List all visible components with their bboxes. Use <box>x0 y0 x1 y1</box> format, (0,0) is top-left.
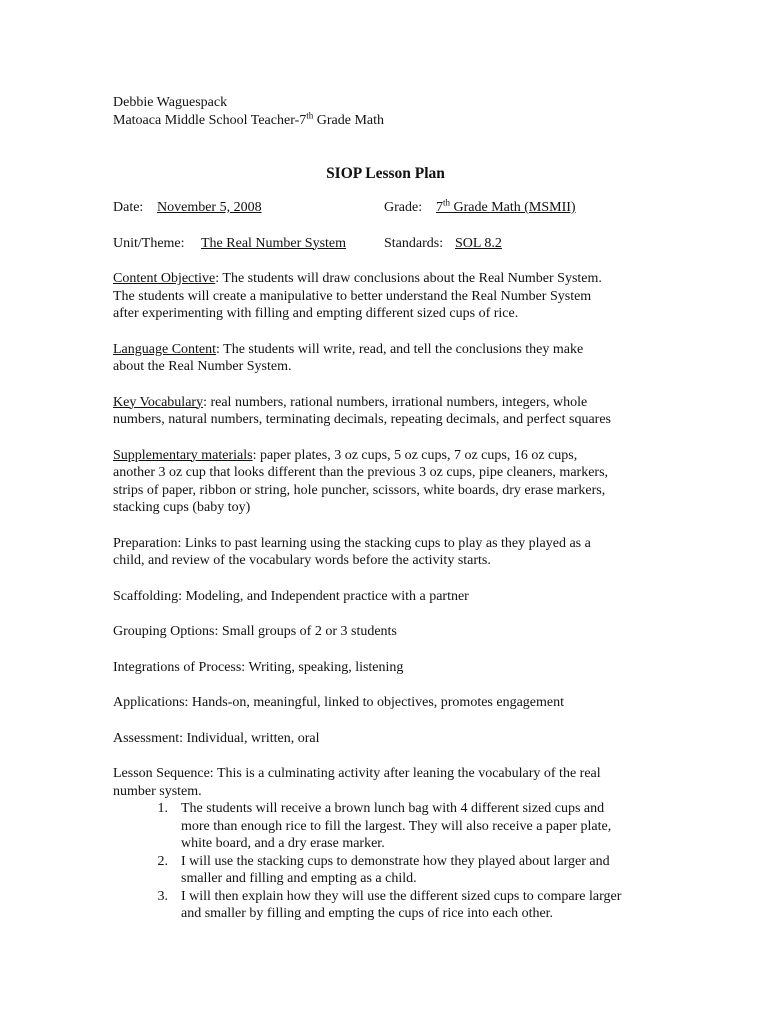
grade-value <box>436 199 576 217</box>
lesson-sequence-line-2: number system. <box>113 783 202 799</box>
content-objective-line-1 <box>113 270 658 288</box>
language-content-line-2: about the Real Number System. <box>113 359 292 374</box>
step-text <box>181 853 658 888</box>
step-2-line-2: smaller and filling and empting as a child. <box>181 871 417 886</box>
step-1-line-1: The students will receive a brown lunch bag with 4 different sized cups and <box>181 801 605 816</box>
lesson-plan-document <box>113 94 658 923</box>
grade-label: Grade: <box>384 200 423 215</box>
step-text <box>181 800 658 853</box>
lesson-sequence <box>113 765 658 923</box>
school-suffix: Grade Math <box>313 112 385 128</box>
content-objective-line-2: The students will create a manipulative to better understand the Real Number System <box>113 288 592 304</box>
key-vocabulary-line-2: numbers, natural numbers, terminating decimals, repeating decimals, and perfect squares <box>113 412 611 427</box>
supplementary-line-4: stacking cups (baby toy) <box>113 500 251 515</box>
school-prefix: Matoaca Middle School Teacher-7 <box>113 112 307 128</box>
scaffolding: Scaffolding: Modeling, and Independent practice with a partner <box>113 588 469 604</box>
author-name: Debbie Waguespack <box>113 95 228 110</box>
step-number: 1. <box>157 801 168 816</box>
list-item <box>113 888 658 923</box>
school-line <box>113 109 658 130</box>
school-sup: th <box>306 109 314 120</box>
supplementary-line-3: strips of paper, ribbon or string, hole puncher, scissors, white boards, dry erase markers, <box>113 482 606 498</box>
step-2-line-1: I will use the stacking cups to demonstrate how they played about larger and <box>181 853 610 869</box>
step-3-line-1: I will then explain how they will use the different sized cups to compare larger <box>181 888 622 904</box>
language-content-text-1: : The students will write, read, and tell the conclusions they make <box>216 341 584 357</box>
supplementary-materials <box>113 447 658 517</box>
supplementary-line-2: another 3 oz cup that looks different than the previous 3 oz cups, pipe cleaners, markers, <box>113 465 609 480</box>
step-text <box>181 888 658 923</box>
key-vocabulary-text-1: : real numbers, rational numbers, irrational numbers, integers, whole <box>203 394 588 410</box>
key-vocabulary-label: Key Vocabulary <box>113 394 204 410</box>
grade-prefix: 7 <box>436 200 443 215</box>
key-vocabulary-line-1 <box>113 394 658 412</box>
document-title: SIOP Lesson Plan <box>326 165 445 182</box>
content-objective <box>113 270 658 323</box>
lesson-steps-list <box>113 800 658 923</box>
content-objective-label: Content Objective <box>113 271 216 286</box>
content-objective-text-1: : The students will draw conclusions about the Real Number System. <box>215 271 602 286</box>
applications: Applications: Hands-on, meaningful, linked to objectives, promotes engagement <box>113 695 565 710</box>
list-item <box>113 853 658 888</box>
date-label: Date: <box>113 200 144 215</box>
unit-value-wrap <box>201 235 384 253</box>
content-objective-line-3: after experimenting with filling and empting different sized cups of rice. <box>113 306 519 321</box>
standards-value: SOL 8.2 <box>455 235 502 251</box>
supplementary-label: Supplementary materials <box>113 447 253 463</box>
language-content-label: Language Content <box>113 341 217 357</box>
unit-standards-row <box>113 235 658 253</box>
step-1-line-3: white board, and a dry erase marker. <box>181 836 385 851</box>
supplementary-line-1 <box>113 447 658 465</box>
language-content <box>113 341 658 376</box>
preparation-line-2: child, and review of the vocabulary words before the activity starts. <box>113 553 491 568</box>
integrations-of-process: Integrations of Process: Writing, speaking, listening <box>113 659 404 675</box>
step-3-line-2: and smaller by filling and empting the cups of rice into each other. <box>181 906 554 921</box>
lesson-sequence-line-1: Lesson Sequence: This is a culminating activity after leaning the vocabulary of the real <box>113 766 601 781</box>
language-content-line-1 <box>113 341 658 359</box>
list-item <box>113 800 658 853</box>
preparation-line-1: Preparation: Links to past learning using the stacking cups to play as they played as a <box>113 535 591 551</box>
supplementary-text-1: : paper plates, 3 oz cups, 5 oz cups, 7 oz cups, 16 oz cups, <box>252 447 578 463</box>
assessment: Assessment: Individual, written, oral <box>113 730 320 746</box>
date-value: November 5, 2008 <box>157 200 262 215</box>
standards-label: Standards: <box>384 235 444 251</box>
step-number: 3. <box>157 888 168 904</box>
grouping-options: Grouping Options: Small groups of 2 or 3 students <box>113 624 397 639</box>
step-1-line-2: more than enough rice to fill the largest. They will also receive a paper plate, <box>181 818 612 834</box>
grade-sup: th <box>443 197 451 208</box>
grade-suffix: Grade Math (MSMII) <box>450 200 576 215</box>
preparation <box>113 535 658 570</box>
key-vocabulary <box>113 394 658 429</box>
unit-label: Unit/Theme: <box>113 235 185 251</box>
date-value-wrap <box>157 199 384 217</box>
unit-value: The Real Number System <box>201 235 347 251</box>
step-number: 2. <box>157 853 168 869</box>
date-grade-row <box>113 199 658 217</box>
